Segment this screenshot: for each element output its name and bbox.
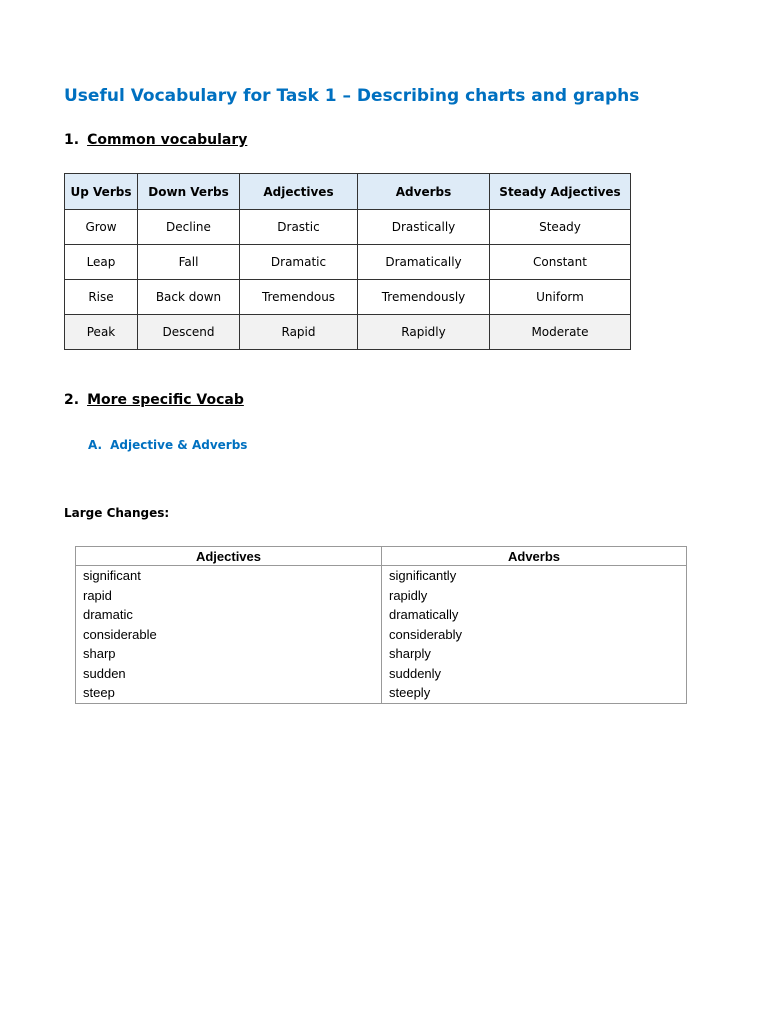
table-cell: Rise	[65, 280, 138, 315]
column-header-down-verbs: Down Verbs	[138, 174, 240, 210]
adverb-cell: dramatically	[382, 605, 687, 625]
section-number: 1.	[64, 132, 80, 148]
adverb-cell: steeply	[382, 683, 687, 703]
table-cell: Rapidly	[358, 315, 490, 350]
section-heading-more-specific-vocab	[64, 392, 244, 408]
table-row	[76, 644, 687, 664]
section-heading-common-vocabulary	[64, 132, 247, 148]
table-cell: Tremendous	[240, 280, 358, 315]
table-cell: Moderate	[490, 315, 631, 350]
table-cell: Descend	[138, 315, 240, 350]
table-row	[65, 315, 631, 350]
table-cell: Grow	[65, 210, 138, 245]
column-header-adverbs: Adverbs	[358, 174, 490, 210]
table-row	[76, 586, 687, 606]
table-cell: Tremendously	[358, 280, 490, 315]
table-cell: Dramatic	[240, 245, 358, 280]
table-cell: Peak	[65, 315, 138, 350]
adjective-cell: rapid	[76, 586, 382, 606]
table-row	[76, 625, 687, 645]
table-row	[65, 245, 631, 280]
table-row	[65, 280, 631, 315]
column-header-adjectives: Adjectives	[76, 547, 382, 566]
adjective-cell: considerable	[76, 625, 382, 645]
column-header-steady-adjectives: Steady Adjectives	[490, 174, 631, 210]
table-cell: Drastically	[358, 210, 490, 245]
table-row	[76, 566, 687, 586]
column-header-up-verbs: Up Verbs	[65, 174, 138, 210]
adjective-cell: steep	[76, 683, 382, 703]
table-cell: Decline	[138, 210, 240, 245]
adjective-cell: sudden	[76, 664, 382, 684]
table-row	[76, 664, 687, 684]
table-cell: Leap	[65, 245, 138, 280]
column-header-adjectives: Adjectives	[240, 174, 358, 210]
column-header-adverbs: Adverbs	[382, 547, 687, 566]
table-header-row	[65, 174, 631, 210]
large-changes-label: Large Changes:	[64, 506, 170, 520]
table-cell: Constant	[490, 245, 631, 280]
large-changes-table	[75, 546, 687, 704]
table-cell: Fall	[138, 245, 240, 280]
table-cell: Rapid	[240, 315, 358, 350]
page-title: Useful Vocabulary for Task 1 – Describing charts and graphs	[64, 86, 640, 106]
table-cell: Back down	[138, 280, 240, 315]
table-cell: Steady	[490, 210, 631, 245]
table-cell: Uniform	[490, 280, 631, 315]
table-cell: Dramatically	[358, 245, 490, 280]
adjective-cell: dramatic	[76, 605, 382, 625]
common-vocabulary-table	[64, 173, 631, 350]
table-header-row	[76, 547, 687, 566]
subsection-heading-adjective-adverbs	[88, 438, 247, 452]
adverb-cell: significantly	[382, 566, 687, 586]
adverb-cell: rapidly	[382, 586, 687, 606]
adjective-cell: significant	[76, 566, 382, 586]
table-cell: Drastic	[240, 210, 358, 245]
subsection-letter: A.	[88, 438, 103, 452]
adjective-cell: sharp	[76, 644, 382, 664]
section-label: More specific Vocab	[87, 392, 244, 408]
section-label: Common vocabulary	[87, 132, 248, 148]
subsection-label: Adjective & Adverbs	[110, 438, 248, 452]
table-row	[76, 683, 687, 703]
adverb-cell: sharply	[382, 644, 687, 664]
table-row	[65, 210, 631, 245]
table-row	[76, 605, 687, 625]
section-number: 2.	[64, 392, 80, 408]
adverb-cell: suddenly	[382, 664, 687, 684]
adverb-cell: considerably	[382, 625, 687, 645]
